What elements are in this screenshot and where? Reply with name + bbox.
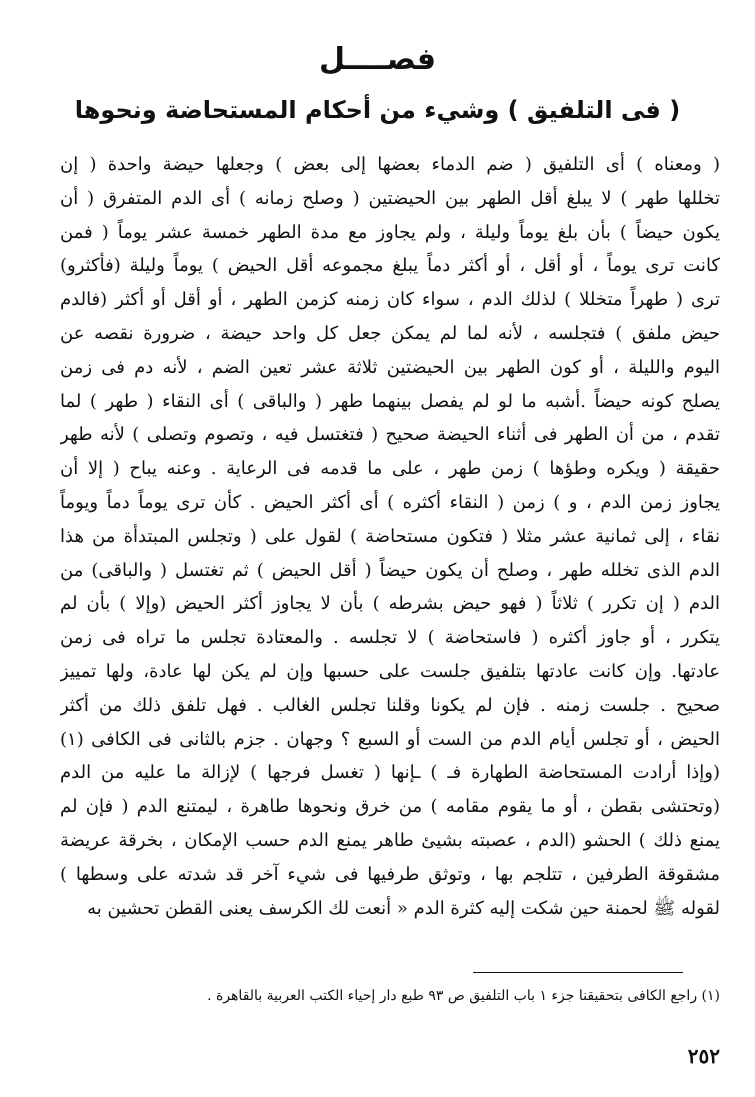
text-line: (وتحتشى بقطن ، أو ما يقوم مقامه ) من خرق ونحوها طاهرة ، ليمتنع الدم ( فإن لم [60, 796, 720, 818]
text-line: حقيقة ( ويكره وطؤها ) زمن طهر ، على ما قدمه فى الرعاية . وعنه يباح ( إلا أن [60, 458, 720, 480]
text-line: الدم ( إن تكرر ) ثلاثاً ( فهو حيض بشرطه ) بأن لا يجاوز أكثر الحيض (وإلا ) بأن لم [60, 593, 720, 615]
text-line: حيض ملفق ) فتجلسه ، لأنه لما لم يمكن جعل كل واحد حيضة ، ضرورة نقصه عن [60, 322, 720, 344]
text-line: يكون حيضاً ) بأن بلغ يوماً وليلة ، ولم يجاوز مع مدة الطهر خمسة عشر يوماً ( فمن [60, 221, 720, 243]
text-line: اليوم والليلة ، أو كون الطهر بين الحيضتين ثلاثة عشر تعين الضم ، لأنه دم فى زمن [60, 356, 720, 378]
text-line: تخللها طهر ) لا يبلغ أقل الطهر بين الحيضتين ( وصلح زمانه ) أى الدم المتفرق ( أن [60, 187, 720, 209]
text-line: ترى ( طهراً متخللا ) لذلك الدم ، سواء كان زمنه كزمن الطهر ، أو أقل أو أكثر (فالدم [60, 289, 720, 311]
text-line: نقاء ، إلى ثمانية عشر مثلا ( فتكون مستحاضة ) لقول على ( وتجلس المبتدأة من هذا [60, 525, 720, 547]
section-title: ( فى التلفيق ) وشيء من أحكام المستحاضة ونحوها [74, 96, 681, 124]
text-line: لقوله ﷺ لحمنة حين شكت إليه كثرة الدم « أنعت لك الكرسف يعنى القطن تحشين به [87, 897, 720, 919]
text-line: يجاوز زمن الدم ، و ) زمن ( النقاء أكثره ) أى أكثر الحيض . كأن ترى يوماً دماً ويوماً [60, 491, 720, 513]
text-line: (وإذا أرادت المستحاضة الطهارة فـ ) ـإنها ( تغسل فرجها ) لإزالة ما عليه من الدم [60, 762, 720, 784]
footnote: (١) راجع الكافى بتحقيقنا جزء ١ باب التلفيق ص ٩٣ طبع دار إحياء الكتب العربية بالقاهرة . [207, 988, 720, 1004]
chapter-title: فصــــل [319, 42, 436, 77]
text-line: مشقوقة الطرفين ، تتلجم بها ، وتوثق طرفيها فى شيء آخر قد شدته على وسطها ) [60, 863, 720, 885]
page-number: ٢٥٢ [687, 1044, 720, 1068]
text-line: ( ومعناه ) أى التلفيق ( ضم الدماء بعضها إلى بعض ) وجعلها حيضة واحدة ( إن [60, 154, 720, 175]
text-line: تقدم ، من أن الطهر فى أثناء الحيضة صحيح ( فتغتسل فيه ، وتصوم وتصلى ) لأنه طهر [60, 424, 720, 446]
text-line: الحيض ، أو تجلس أيام الدم من الست أو السبع ؟ وجهان . جزم بالثانى فى الكافى (١) [60, 728, 720, 750]
body-text [60, 148, 720, 925]
text-line: يتكرر ، أو جاوز أكثره ( فاستحاضة ) لا تجلسه . والمعتادة تجلس ما تراه فى زمن [60, 627, 720, 649]
text-line: عادتها. وإن كانت عادتها بتلفيق جلست على حسبها وإن لم يكن لها عادة، ولها تمييز [60, 660, 720, 682]
text-line: كانت ترى يوماً ، أو أقل ، أو أكثر دماً يبلغ مجموعه أقل الحيض ) يوماً وليلة (فأكثرو) [60, 255, 720, 277]
text-line: يصلح كونه حيضاً .أشبه ما لو لم يفصل بينهما طهر ( والباقى ) أى النقاء ( طهر ) لما [60, 390, 720, 412]
text-line: صحيح . جلست زمنه . فإن لم يكونا وقلنا تجلس الغالب . فهل تلفق ذلك من أكثر [60, 694, 720, 716]
text-line: يمنع ذلك ) الحشو (الدم ، عصبته بشيئ طاهر يمنع الدم حسب الإمكان ، بخرقة عريضة [60, 829, 720, 851]
footnote-divider [473, 972, 683, 973]
text-line: الدم الذى تخلله طهر ، وصلح أن يكون حيضاً ( أقل الحيض ) ثم تغتسل ( والباقى) من [60, 559, 720, 581]
